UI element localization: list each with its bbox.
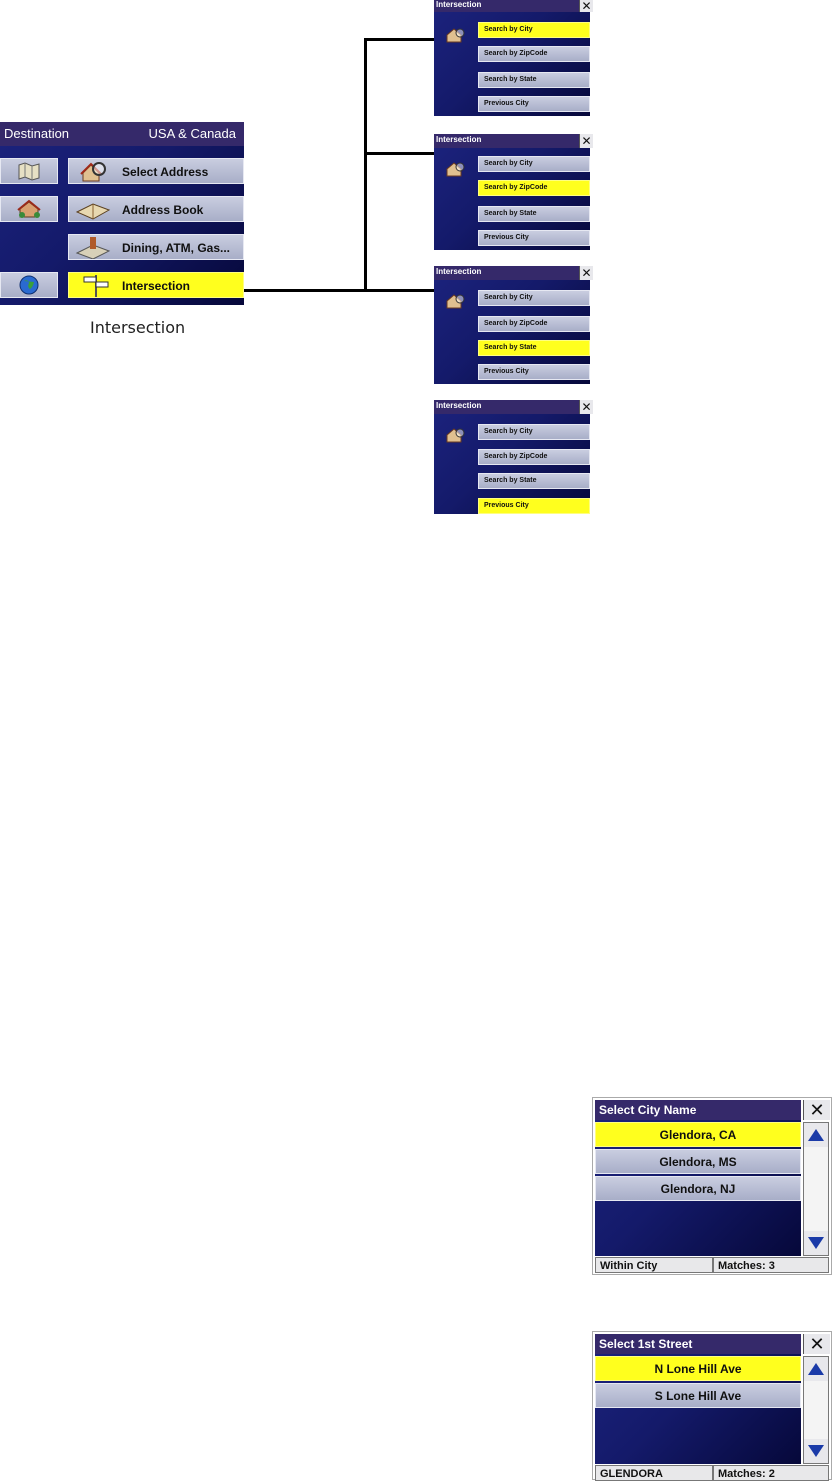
menu-label: Dining, ATM, Gas... xyxy=(122,241,230,255)
intersection-title: Intersection xyxy=(436,0,482,9)
search-by-state-option[interactable] xyxy=(478,72,590,88)
intersection-title-bar xyxy=(434,134,590,148)
scrollbar[interactable] xyxy=(803,1356,829,1464)
screen-caption: Intersection xyxy=(90,318,186,337)
option-label: Search by City xyxy=(484,294,533,301)
house-magnifier-icon xyxy=(444,26,466,44)
option-label: Previous City xyxy=(484,100,529,107)
close-icon[interactable]: ✕ xyxy=(803,1100,830,1120)
globe-icon xyxy=(18,274,40,296)
house-magnifier-icon xyxy=(444,292,466,310)
house-magnifier-icon xyxy=(444,426,466,444)
intersection-screen xyxy=(434,266,590,384)
search-by-state-option[interactable] xyxy=(478,473,590,489)
intersection-title-bar xyxy=(434,400,590,414)
scroll-down-button[interactable] xyxy=(804,1231,828,1255)
option-label: Previous City xyxy=(484,502,529,509)
search-by-state-option[interactable] xyxy=(478,340,590,356)
list-area xyxy=(595,1334,801,1464)
intersection-screen xyxy=(434,134,590,250)
destination-screen xyxy=(0,122,244,305)
intersection-title-bar xyxy=(434,266,590,280)
globe-tile-button[interactable] xyxy=(0,272,58,298)
previous-city-option[interactable] xyxy=(478,364,590,380)
intersection-screen xyxy=(434,0,590,116)
select-city-screen xyxy=(592,1097,832,1275)
map-tile-button[interactable] xyxy=(0,158,58,184)
intersection-title: Intersection xyxy=(436,135,482,144)
search-by-city-option[interactable] xyxy=(478,156,590,172)
option-label: Search by State xyxy=(484,344,537,351)
scroll-up-button[interactable] xyxy=(804,1123,828,1147)
option-label: Search by ZipCode xyxy=(484,453,548,460)
list-item[interactable]: S Lone Hill Ave xyxy=(595,1383,801,1408)
list-title: Select City Name xyxy=(599,1103,697,1117)
close-icon[interactable]: ✕ xyxy=(579,400,593,414)
search-by-city-option[interactable] xyxy=(478,22,590,38)
option-label: Search by ZipCode xyxy=(484,320,548,327)
menu-label: Select Address xyxy=(122,165,209,179)
option-label: Search by ZipCode xyxy=(484,50,548,57)
search-by-zipcode-option[interactable] xyxy=(478,180,590,196)
option-label: Search by City xyxy=(484,160,533,167)
intersection-title-bar xyxy=(434,0,590,12)
close-icon[interactable]: ✕ xyxy=(579,134,593,148)
house-magnifier-icon xyxy=(77,159,109,184)
search-by-city-option[interactable] xyxy=(478,290,590,306)
option-label: Search by State xyxy=(484,76,537,83)
intersection-title: Intersection xyxy=(436,267,482,276)
status-filter[interactable]: Within City xyxy=(595,1257,713,1273)
address-book-button[interactable] xyxy=(68,196,244,222)
status-matches: Matches: 3 xyxy=(713,1257,829,1273)
search-by-city-option[interactable] xyxy=(478,424,590,440)
intersection-screen xyxy=(434,400,590,514)
scroll-down-button[interactable] xyxy=(804,1439,828,1463)
menu-label: Intersection xyxy=(122,279,191,293)
close-icon[interactable]: ✕ xyxy=(579,266,593,280)
home-tile-button[interactable] xyxy=(0,196,58,222)
list-item[interactable]: Glendora, MS xyxy=(595,1149,801,1174)
select-street-screen xyxy=(592,1331,832,1480)
house-icon xyxy=(16,199,42,219)
list-item[interactable]: N Lone Hill Ave xyxy=(595,1356,801,1381)
arrow-down-icon xyxy=(808,1237,824,1249)
status-city[interactable]: GLENDORA xyxy=(595,1465,713,1481)
connector-branch-2 xyxy=(364,152,434,155)
map-icon xyxy=(17,161,41,181)
intersection-button[interactable] xyxy=(68,272,244,298)
search-by-state-option[interactable] xyxy=(478,206,590,222)
search-by-zipcode-option[interactable] xyxy=(478,316,590,332)
list-item[interactable]: Glendora, CA xyxy=(595,1122,801,1147)
close-icon[interactable]: ✕ xyxy=(579,0,593,12)
previous-city-option[interactable] xyxy=(478,498,590,514)
select-address-button[interactable] xyxy=(68,158,244,184)
status-matches: Matches: 2 xyxy=(713,1465,829,1481)
region-label: USA & Canada xyxy=(148,126,236,141)
list-title-bar xyxy=(595,1100,801,1120)
book-icon xyxy=(75,198,111,222)
list-title-bar xyxy=(595,1334,801,1354)
menu-label: Address Book xyxy=(122,203,204,217)
destination-title: Destination xyxy=(4,126,70,141)
scroll-up-button[interactable] xyxy=(804,1357,828,1381)
dining-atm-gas-button[interactable] xyxy=(68,234,244,260)
option-label: Search by State xyxy=(484,477,537,484)
house-magnifier-icon xyxy=(444,160,466,178)
option-label: Search by City xyxy=(484,428,533,435)
arrow-up-icon xyxy=(808,1363,824,1375)
connector-branch-1 xyxy=(364,38,434,41)
arrow-down-icon xyxy=(808,1445,824,1457)
arrow-up-icon xyxy=(808,1129,824,1141)
search-by-zipcode-option[interactable] xyxy=(478,449,590,465)
list-area xyxy=(595,1100,801,1256)
close-icon[interactable]: ✕ xyxy=(803,1334,830,1354)
previous-city-option[interactable] xyxy=(478,230,590,246)
option-label: Search by ZipCode xyxy=(484,184,548,191)
option-label: Previous City xyxy=(484,234,529,241)
list-item[interactable]: Glendora, NJ xyxy=(595,1176,801,1201)
option-label: Search by City xyxy=(484,26,533,33)
destination-title-bar xyxy=(0,122,244,146)
street-sign-icon xyxy=(81,273,111,298)
intersection-title: Intersection xyxy=(436,401,482,410)
point-of-interest-icon xyxy=(75,235,111,260)
scrollbar[interactable] xyxy=(803,1122,829,1256)
previous-city-option[interactable] xyxy=(478,96,590,112)
option-label: Previous City xyxy=(484,368,529,375)
connector-horizontal-main xyxy=(244,289,434,292)
search-by-zipcode-option[interactable] xyxy=(478,46,590,62)
list-title: Select 1st Street xyxy=(599,1337,693,1351)
option-label: Search by State xyxy=(484,210,537,217)
connector-vertical xyxy=(364,38,367,292)
